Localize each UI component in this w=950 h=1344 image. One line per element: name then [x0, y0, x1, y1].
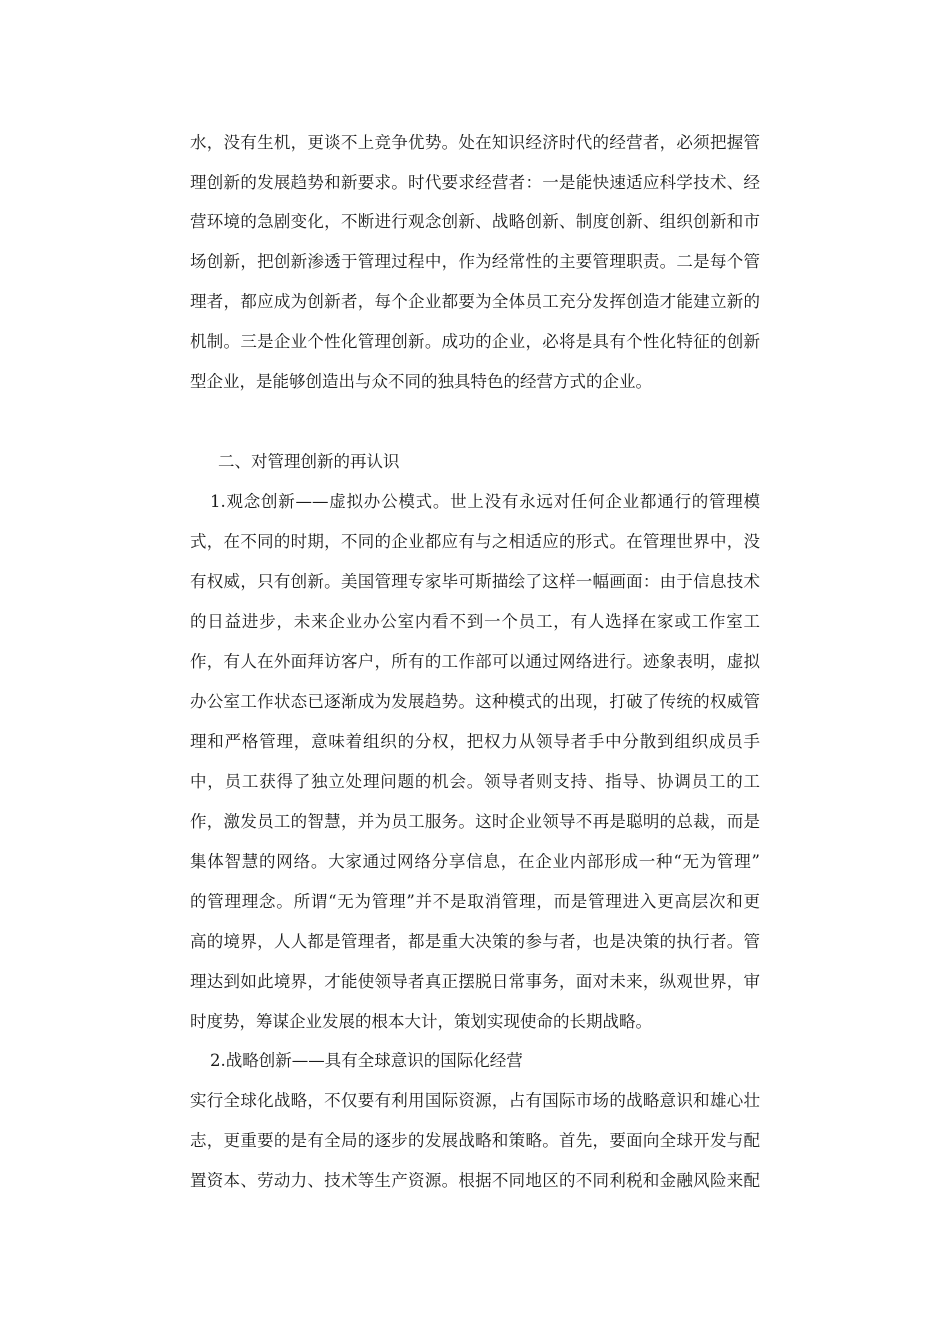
paragraph-3-line: 志，更重要的是有全局的逐步的发展战略和策略。首先，要面向全球开发与配 [190, 1131, 760, 1150]
paragraph-2-line: 的管理理念。所谓“无为管理”并不是取消管理，而是管理进入更高层次和更 [190, 892, 760, 911]
paragraph-2-line: 作，激发员工的智慧，并为员工服务。这时企业领导不再是聪明的总裁，而是 [190, 812, 760, 831]
paragraph-2-line: 高的境界，人人都是管理者，都是重大决策的参与者，也是决策的执行者。管 [190, 932, 760, 951]
paragraph-2-line: 的日益进步，未来企业办公室内看不到一个员工，有人选择在家或工作室工 [190, 612, 760, 631]
paragraph-2-line: 1.观念创新——虚拟办公模式。世上没有永远对任何企业都通行的管理模 [210, 492, 760, 511]
paragraph-2-line: 作，有人在外面拜访客户，所有的工作部可以通过网络进行。迹象表明，虚拟 [190, 652, 760, 671]
subheading-strategy-innovation: 2.战略创新——具有全球意识的国际化经营 [210, 1051, 523, 1070]
paragraph-2-line: 中，员工获得了独立处理问题的机会。领导者则支持、指导、协调员工的工 [190, 772, 760, 791]
paragraph-1-line: 场创新，把创新渗透于管理过程中，作为经常性的主要管理职责。二是每个管 [190, 252, 760, 271]
paragraph-1-line: 型企业，是能够创造出与众不同的独具特色的经营方式的企业。 [190, 372, 652, 391]
paragraph-2-line: 集体智慧的网络。大家通过网络分享信息，在企业内部形成一种“无为管理” [190, 852, 760, 871]
paragraph-1-line: 理者，都应成为创新者，每个企业都要为全体员工充分发挥创造才能建立新的 [190, 292, 760, 311]
section-heading: 二、对管理创新的再认识 [218, 452, 400, 471]
paragraph-1-line: 机制。三是企业个性化管理创新。成功的企业，必将是具有个性化特征的创新 [190, 332, 760, 351]
paragraph-2-line: 有权威，只有创新。美国管理专家毕可斯描绘了这样一幅画面：由于信息技术 [190, 572, 760, 591]
paragraph-1-line: 理创新的发展趋势和新要求。时代要求经营者：一是能快速适应科学技术、经 [190, 173, 760, 192]
paragraph-2-line: 理达到如此境界，才能使领导者真正摆脱日常事务，面对未来，纵观世界，审 [190, 972, 760, 991]
paragraph-2-line: 办公室工作状态已逐渐成为发展趋势。这种模式的出现，打破了传统的权威管 [190, 692, 760, 711]
paragraph-1-line: 水，没有生机，更谈不上竞争优势。处在知识经济时代的经营者，必须把握管 [190, 133, 760, 152]
paragraph-3-line: 置资本、劳动力、技术等生产资源。根据不同地区的不同利税和金融风险来配 [190, 1171, 760, 1190]
paragraph-2-line: 式，在不同的时期，不同的企业都应有与之相适应的形式。在管理世界中，没 [190, 532, 760, 551]
paragraph-2-line: 时度势，筹谋企业发展的根本大计，策划实现使命的长期战略。 [190, 1012, 652, 1031]
paragraph-3-line: 实行全球化战略，不仅要有利用国际资源，占有国际市场的战略意识和雄心壮 [190, 1091, 760, 1110]
paragraph-2-line: 理和严格管理，意味着组织的分权，把权力从领导者手中分散到组织成员手 [190, 732, 760, 751]
paragraph-1-line: 营环境的急剧变化，不断进行观念创新、战略创新、制度创新、组织创新和市 [190, 212, 760, 231]
